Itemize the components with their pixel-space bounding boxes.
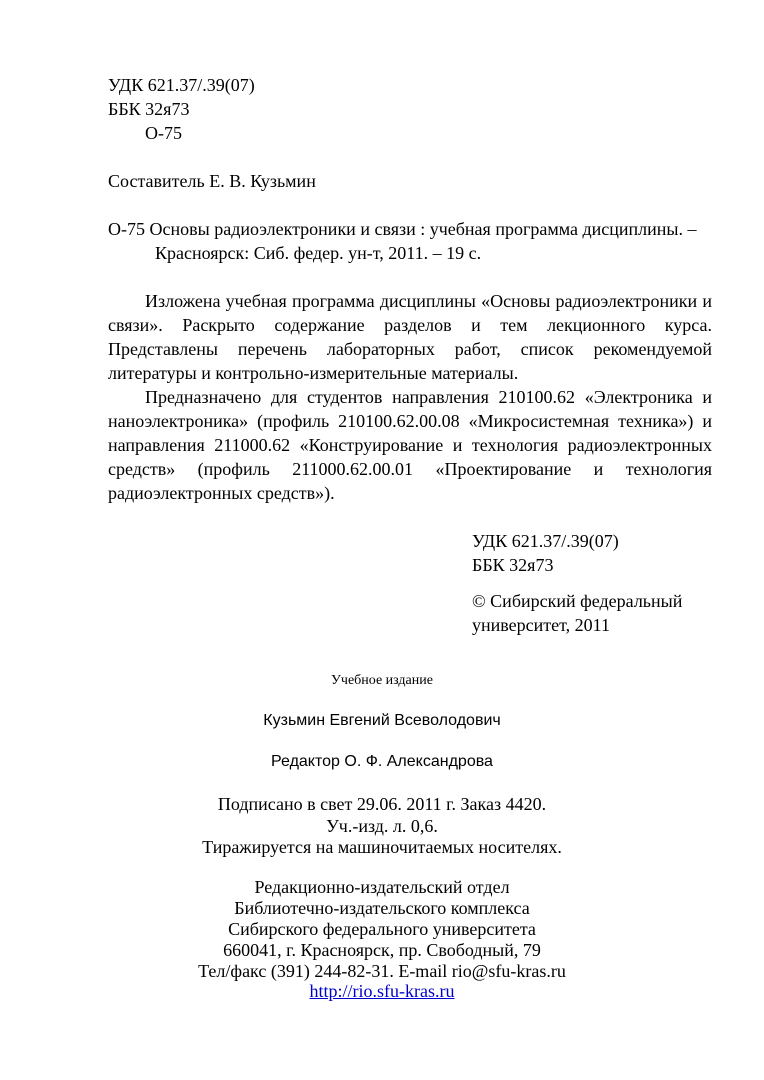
- author-full-name: Кузьмин Евгений Всеволодович: [263, 712, 501, 729]
- sheets-line: Уч.-изд. л. 0,6.: [326, 816, 438, 836]
- abstract-p1-line-3: Представлены перечень лабораторных работ, список рекомендуемой: [108, 339, 712, 359]
- replication-line: Тиражируется на машиночитаемых носителях.: [202, 837, 562, 857]
- abstract-p2-line-3: направления 211000.62 «Конструирование и технология радиоэлектронных: [108, 435, 712, 455]
- edition-type: Учебное издание: [331, 673, 433, 688]
- bbk-header: ББК 32я73: [108, 99, 190, 119]
- abstract-p1-line-2: связи». Раскрыто содержание разделов и тем лекционного курса.: [108, 315, 712, 335]
- bbk-footer: ББК 32я73: [472, 555, 554, 575]
- abstract-p2-line-2: наноэлектроника» (профиль 210100.62.00.08 «Микросистемная техника») и: [108, 411, 712, 431]
- publisher-line-1: Редакционно-издательский отдел: [254, 877, 510, 897]
- abstract-p1-line-1: Изложена учебная программа дисциплины «Основы радиоэлектроники и: [145, 291, 712, 311]
- citation-line-2: Красноярск: Сиб. федер. ун-т, 2011. – 19 с.: [155, 243, 482, 263]
- abstract-p1-line-4: литературы и контрольно-измерительные материалы.: [108, 363, 519, 383]
- abstract-p2-line-4: средств» (профиль 211000.62.00.01 «Проектирование и технология: [108, 459, 712, 479]
- publisher-url-wrap: [0, 980, 764, 1002]
- abstract-p2-line-1: Предназначено для студентов направления 210100.62 «Электроника и: [145, 387, 712, 407]
- publisher-address: 660041, г. Красноярск, пр. Свободный, 79: [223, 940, 541, 960]
- publisher-line-3: Сибирского федерального университета: [228, 919, 536, 939]
- publisher-url-link[interactable]: http://rio.sfu-kras.ru: [309, 981, 455, 1001]
- citation-line-1: О-75 Основы радиоэлектроники и связи : учебная программа дисциплины. –: [108, 219, 697, 239]
- author-code: О-75: [145, 123, 182, 143]
- editor-line: Редактор О. Ф. Александрова: [271, 753, 493, 770]
- udk-footer: УДК 621.37/.39(07): [472, 531, 619, 551]
- compiler-line: Составитель Е. В. Кузьмин: [108, 171, 316, 191]
- copyright-line-1: © Сибирский федеральный: [472, 591, 683, 611]
- publisher-line-2: Библиотечно-издательского комплекса: [234, 898, 530, 918]
- abstract-p2-line-5: радиоэлектронных средств»).: [108, 483, 335, 503]
- publisher-contacts: Тел/факс (391) 244-82-31. E-mail rio@sfu-kras.ru: [198, 961, 566, 981]
- signed-line: Подписано в свет 29.06. 2011 г. Заказ 4420.: [217, 794, 547, 814]
- copyright-line-2: университет, 2011: [472, 615, 610, 635]
- udk-header: УДК 621.37/.39(07): [108, 75, 255, 95]
